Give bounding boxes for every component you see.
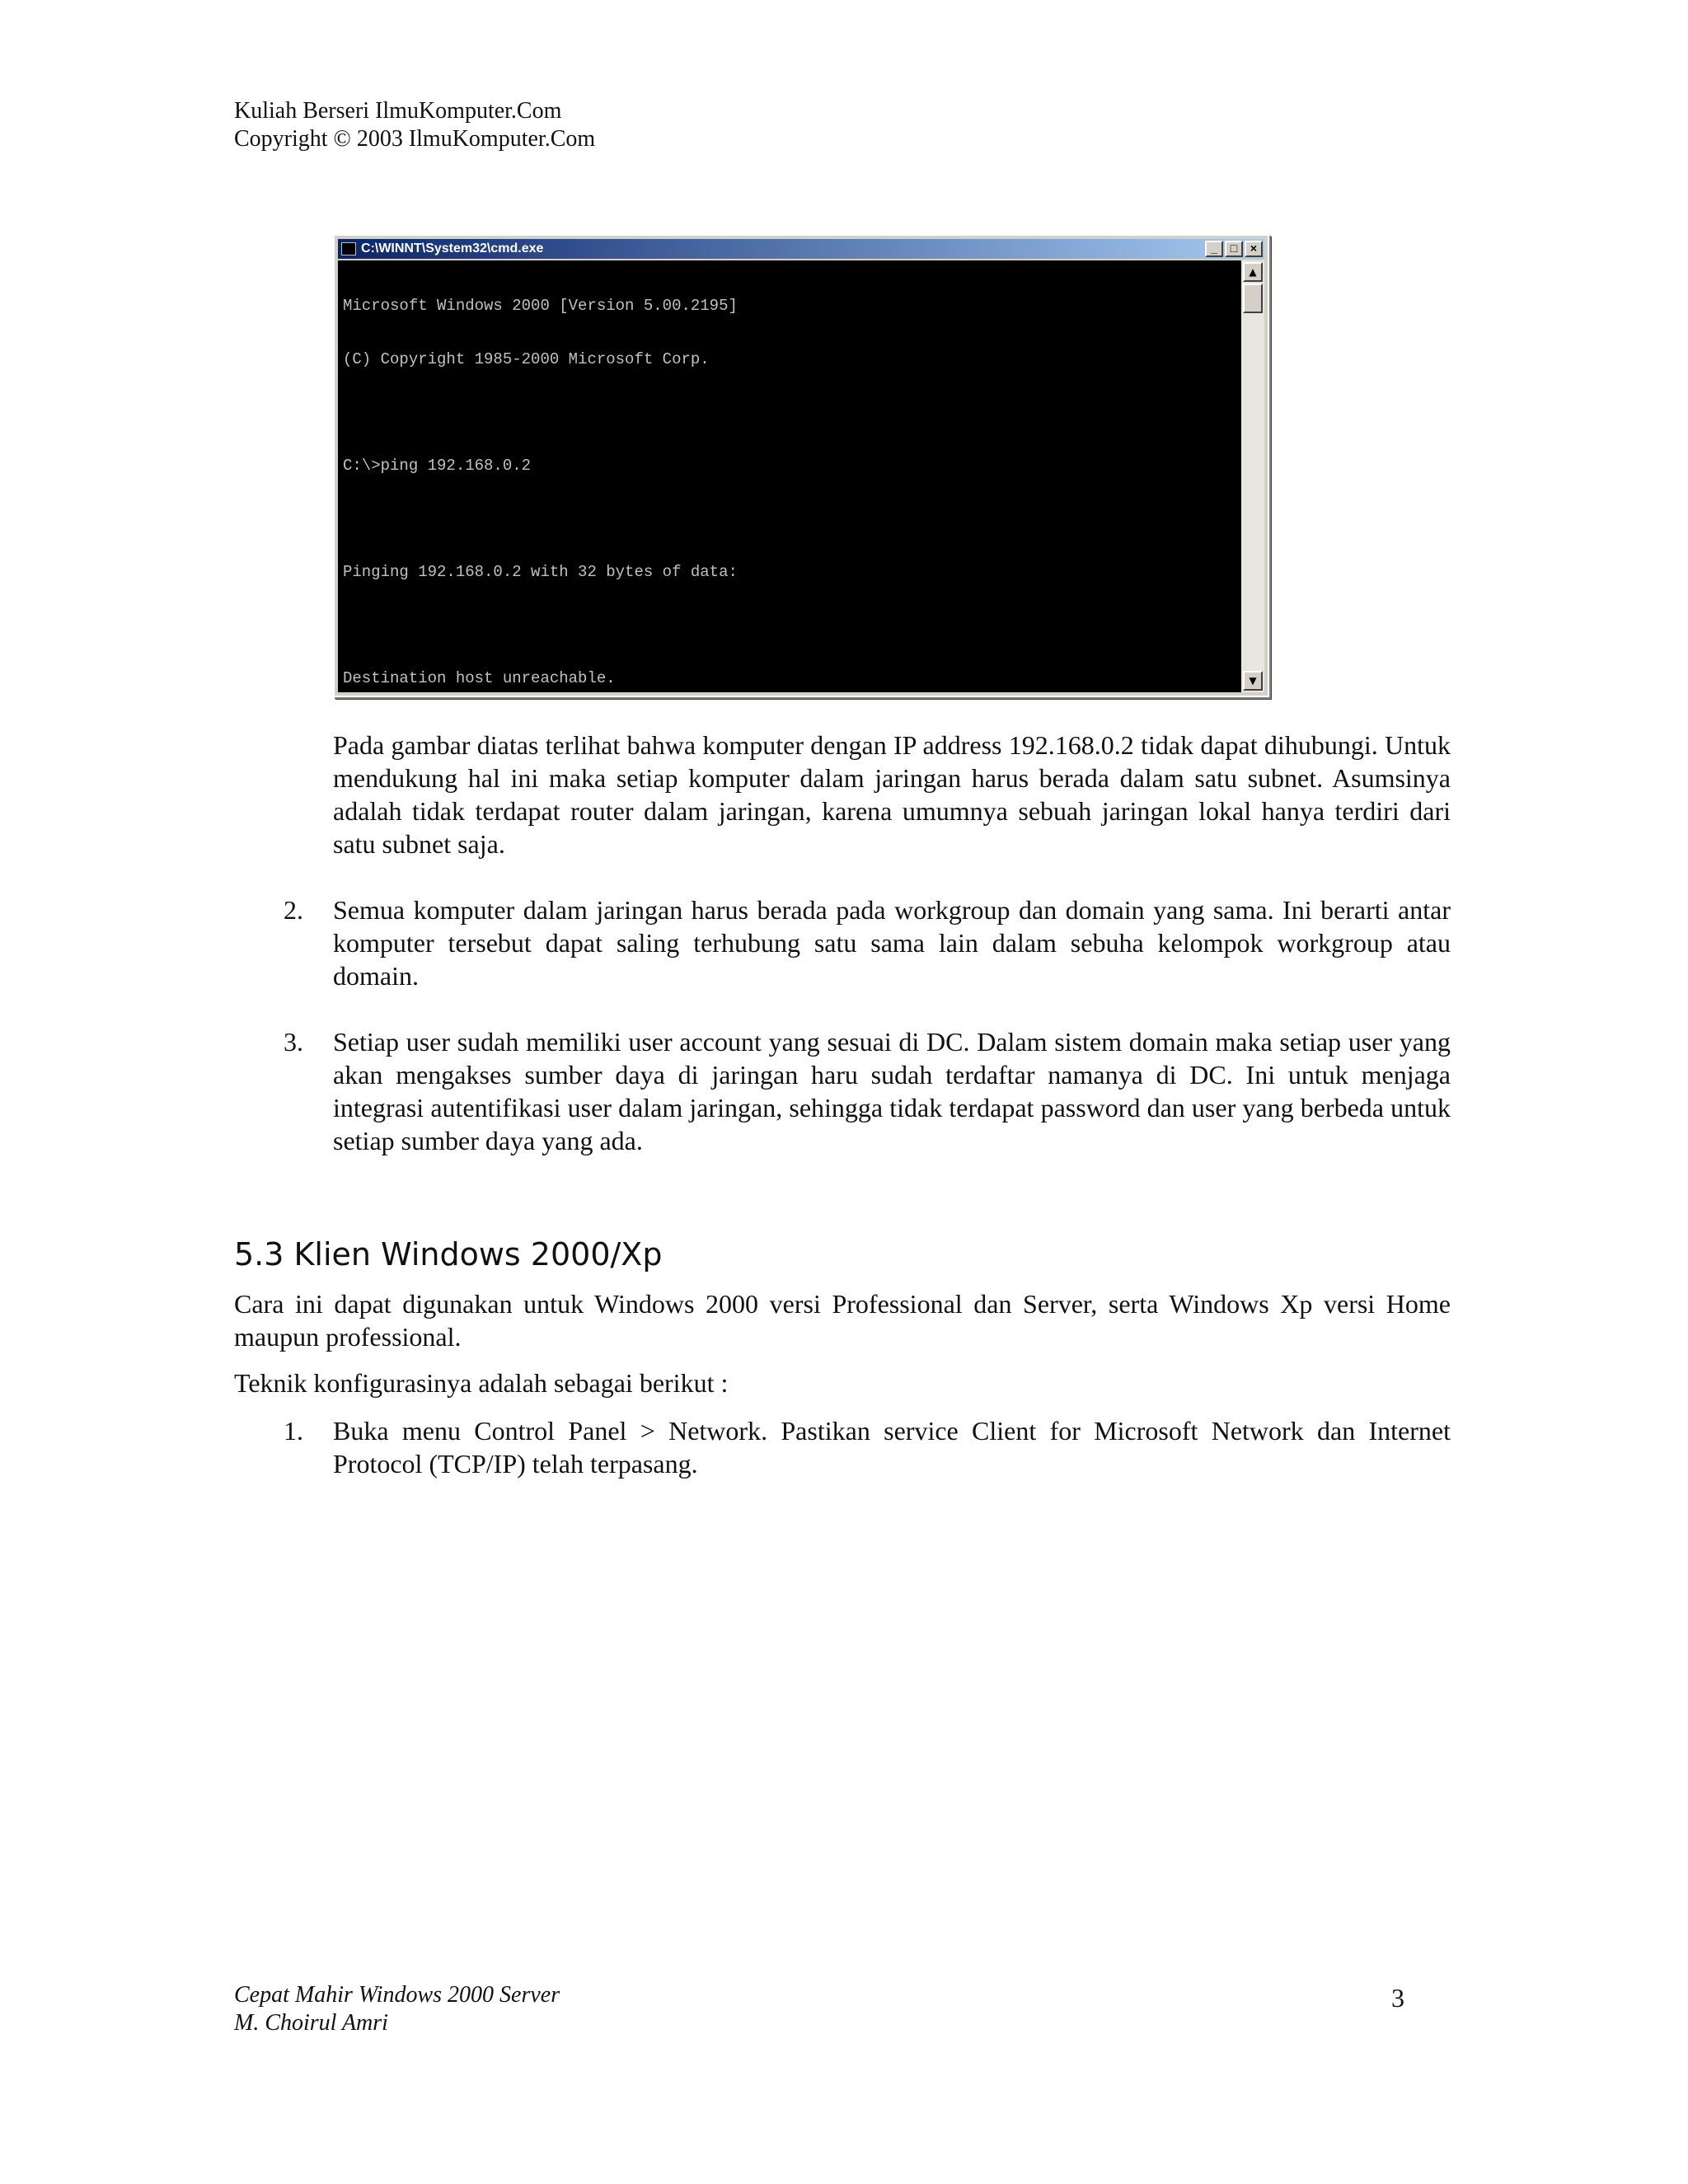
section-heading: 5.3 Klien Windows 2000/Xp — [234, 1236, 663, 1272]
console-icon — [341, 242, 356, 255]
vertical-scrollbar — [1241, 260, 1264, 692]
page-footer — [234, 1981, 560, 2037]
cmd-title: C:\WINNT\System32\cmd.exe — [361, 241, 544, 255]
scroll-down-icon: ▼ — [1243, 671, 1263, 691]
section-intro-paragraph: Cara ini dapat digunakan untuk Windows 2000 versi Professional dan Server, serta Windows Xp versi Home maupun professional. — [234, 1289, 1451, 1352]
console-line: (C) Copyright 1985-2000 Microsoft Corp. — [343, 349, 710, 368]
window-controls — [1205, 241, 1263, 257]
console-line: Microsoft Windows 2000 [Version 5.00.2195] — [343, 297, 738, 315]
scroll-thumb — [1243, 284, 1263, 313]
console-line: C:\>ping 192.168.0.2 — [343, 456, 532, 475]
list-number: 2. — [284, 895, 303, 925]
list-number: 3. — [284, 1027, 303, 1057]
console-line — [343, 404, 1236, 422]
footer-book-title: Cepat Mahir Windows 2000 Server — [234, 1982, 560, 2008]
list-number: 1. — [284, 1416, 303, 1446]
image-explanation-paragraph: Pada gambar diatas terlihat bahwa komputer dengan IP address 192.168.0.2 tidak dapat dihubungi. Untuk mendukung hal ini maka setiap komputer dalam jaringan harus berada dalam satu subnet. Asumsinya adalah tidak terdapat router dalam jaringan, karena umumnya sebuah jaringan lokal hanya terdiri dari satu subnet saja. — [333, 730, 1451, 859]
list-text: Semua komputer dalam jaringan harus berada pada workgroup dan domain yang sama. Ini berarti antar komputer tersebut dapat saling terhubung satu sama lain dalam sebuha kelompok workgroup atau domain. — [333, 895, 1451, 991]
page-header — [234, 97, 595, 153]
close-button: × — [1245, 241, 1263, 257]
scroll-up-icon: ▲ — [1243, 262, 1263, 282]
console-line — [343, 616, 1236, 635]
footer-author: M. Choirul Amri — [234, 2010, 388, 2036]
console-output — [338, 260, 1241, 692]
minimize-button: _ — [1205, 241, 1223, 257]
header-line-1: Kuliah Berseri IlmuKomputer.Com — [234, 98, 562, 124]
console-line — [343, 510, 1236, 528]
cmd-window-screenshot — [333, 234, 1269, 697]
page-number: 3 — [1391, 1983, 1404, 2013]
list-text: Setiap user sudah memiliki user account yang sesuai di DC. Dalam sistem domain maka setiap user yang akan mengakses sumber daya di jaringan haru sudah terdaftar namanya di DC. Ini untuk menjaga integrasi autentifikasi user dalam jaringan, sehingga tidak terdapat password dan user yang berbeda untuk setiap sumber daya yang ada. — [333, 1027, 1451, 1155]
console-line: Destination host unreachable. — [343, 668, 616, 687]
header-line-2: Copyright © 2003 IlmuKomputer.Com — [234, 126, 596, 152]
cmd-titlebar — [338, 239, 1264, 259]
console-line: Pinging 192.168.0.2 with 32 bytes of data: — [343, 562, 738, 581]
technique-paragraph: Teknik konfigurasinya adalah sebagai berikut : — [234, 1368, 729, 1398]
list-text: Buka menu Control Panel > Network. Pastikan service Client for Microsoft Network dan Internet Protocol (TCP/IP) telah terpasang. — [333, 1416, 1451, 1479]
maximize-button: □ — [1225, 241, 1243, 257]
